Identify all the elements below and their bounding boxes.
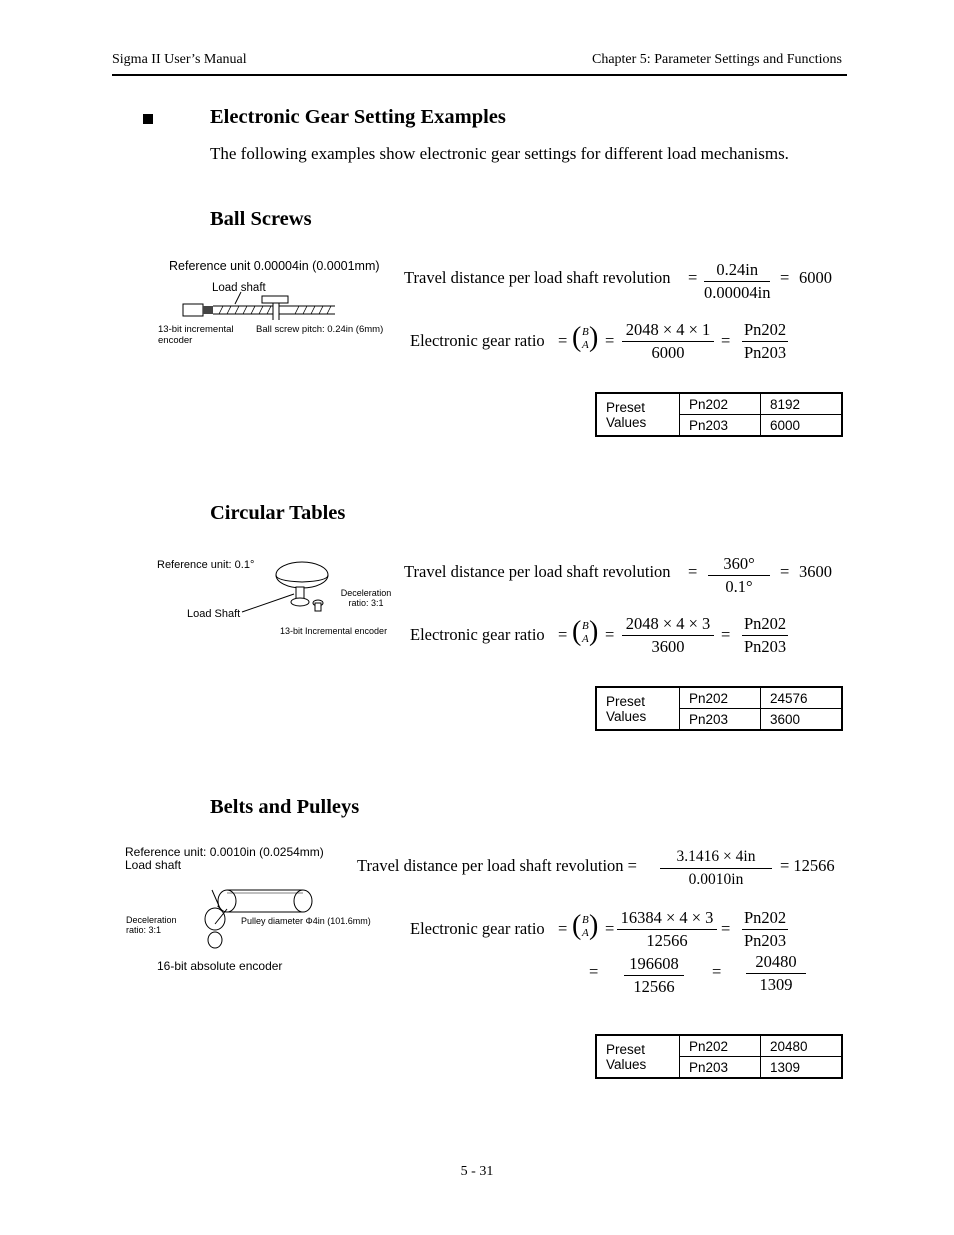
circular-ref-unit: Reference unit: 0.1° [157,559,255,571]
belts-travel-numerator: 3.1416 × 4in [660,847,772,869]
belts-fraction-2-denominator: 12566 [633,977,675,996]
ratio-b: B [582,326,589,338]
circular-load-shaft-label: Load Shaft [187,608,241,620]
circular-travel-label: Travel distance per load shaft revolution [404,562,671,581]
belts-pn-fraction [742,908,788,951]
circular-pn-fraction [742,614,788,657]
circular-travel-numerator: 360° [708,554,770,576]
paren-icon: ( [572,910,582,941]
eq-sign: = [712,962,722,981]
belts-load-shaft-label: Load shaft [125,858,182,872]
preset-value: 8192 [761,393,843,415]
ratio-b: B [582,620,589,632]
belts-travel-denominator: 0.0010in [688,871,744,888]
preset-param: Pn203 [680,415,761,437]
eq-sign: = [605,919,615,938]
ball-screws-encoder-label: 13-bit incremental encoder [158,324,234,346]
circular-pn-denominator: Pn203 [744,637,787,656]
circular-gear-numerator: 2048 × 4 × 3 [622,614,714,636]
preset-param: Pn202 [680,1035,761,1057]
ball-screws-pn-fraction [742,320,788,363]
preset-param: Pn202 [680,393,761,415]
belts-fraction-3 [746,952,806,995]
eq-sign: = [780,268,790,287]
ball-screw-drawing [175,290,340,320]
preset-label: Preset Values [596,1035,680,1078]
eq-sign: = [605,331,615,350]
circular-gear-denominator: 3600 [651,637,685,656]
belts-fraction-2-numerator: 196608 [624,954,684,976]
belts-fraction-3-denominator: 1309 [759,975,793,994]
ball-screws-pn-numerator: Pn202 [742,320,788,342]
circular-decel-label: Deceleration ratio: 3:1 [340,588,392,608]
page-number: 5 - 31 [460,1164,494,1179]
preset-param: Pn203 [680,1057,761,1079]
belts-travel-label: Travel distance per load shaft revolution = [357,856,637,875]
ball-screws-preset-table [595,392,843,437]
preset-value: 20480 [761,1035,843,1057]
belts-preset-table [595,1034,843,1079]
ratio-a: A [582,633,589,645]
belts-pn-denominator: Pn203 [744,931,787,950]
header-left: Sigma II User’s Manual [112,52,247,67]
belts-encoder-label: 16-bit absolute encoder [157,959,283,973]
paren-icon: ) [589,616,599,647]
section-intro: The following examples show electronic gear settings for different load mechanisms. [210,144,789,163]
ball-screws-load-shaft-label: Load shaft [212,282,266,294]
preset-value: 1309 [761,1057,843,1079]
ball-screws-gear-label: Electronic gear ratio [410,331,545,350]
eq-sign: = [688,562,698,581]
circular-preset-table [595,686,843,731]
eq-sign: = [558,919,568,938]
belts-gear-numerator: 16384 × 4 × 3 [617,908,717,930]
eq-sign: = [688,268,698,287]
circular-travel-result: 3600 [799,562,832,581]
table-row [596,687,842,709]
circular-table-drawing [236,556,336,616]
eq-sign: = [605,625,615,644]
belts-gear-label: Electronic gear ratio [410,919,545,938]
eq-sign: = [558,331,568,350]
eq-sign: = [721,919,731,938]
belts-gear-denominator: 12566 [646,931,688,950]
ratio-b: B [582,914,589,926]
ball-screws-travel-denominator: 0.00004in [704,283,771,302]
ball-screws-gear-numerator: 2048 × 4 × 1 [622,320,714,342]
eq-sign: = [721,625,731,644]
ball-screws-gear-fraction [622,320,714,363]
belts-ref-unit: Reference unit: 0.0010in (0.0254mm) [125,845,324,859]
ball-screws-travel-fraction [704,260,770,303]
ratio-a: A [582,339,589,351]
eq-sign: = [780,562,790,581]
belts-pulley-label: Pulley diameter Φ4in (101.6mm) [241,916,371,926]
ball-screws-travel-numerator: 0.24in [704,260,770,282]
ball-screws-travel-label: Travel distance per load shaft revolution [404,268,671,287]
preset-value: 24576 [761,687,843,709]
bullet-square-icon [143,114,153,124]
table-row [596,393,842,415]
circular-travel-denominator: 0.1° [725,577,753,596]
preset-label: Preset Values [596,687,680,730]
eq-sign: = [589,962,599,981]
circular-travel-fraction [708,554,770,597]
belts-pn-numerator: Pn202 [742,908,788,930]
belts-fraction-3-numerator: 20480 [746,952,806,974]
circular-gear-fraction [622,614,714,657]
section-title: Electronic Gear Setting Examples [210,106,506,128]
preset-label: Preset Values [596,393,680,436]
paren-icon: ) [589,322,599,353]
ratio-a: A [582,927,589,939]
circular-encoder-label: 13-bit Incremental encoder [280,626,388,636]
ball-screws-title: Ball Screws [210,208,312,230]
circular-tables-title: Circular Tables [210,502,346,524]
ball-screws-ref-unit: Reference unit 0.00004in (0.0001mm) [169,259,380,273]
ball-screws-gear-denominator: 6000 [651,343,685,362]
belts-decel-label: Deceleration ratio: 3:1 [126,915,177,935]
eq-sign: = [721,331,731,350]
ball-screws-travel-result: 6000 [799,268,832,287]
eq-sign: = [558,625,568,644]
circular-pn-numerator: Pn202 [742,614,788,636]
circular-gear-label: Electronic gear ratio [410,625,545,644]
belts-travel-result: = 12566 [780,856,835,875]
header-right: Chapter 5: Parameter Settings and Functions [591,52,842,67]
paren-icon: ( [572,616,582,647]
paren-icon: ) [589,910,599,941]
preset-value: 3600 [761,709,843,731]
belts-travel-fraction [660,847,772,890]
ball-screws-pn-denominator: Pn203 [744,343,787,362]
belts-pulleys-title: Belts and Pulleys [210,796,360,818]
preset-value: 6000 [761,415,843,437]
ball-screws-pitch-label: Ball screw pitch: 0.24in (6mm) [256,324,384,335]
header-rule [112,74,847,76]
belts-fraction-2 [624,954,684,997]
preset-param: Pn202 [680,687,761,709]
paren-icon: ( [572,322,582,353]
table-row [596,1035,842,1057]
preset-param: Pn203 [680,709,761,731]
belts-gear-fraction [617,908,717,951]
